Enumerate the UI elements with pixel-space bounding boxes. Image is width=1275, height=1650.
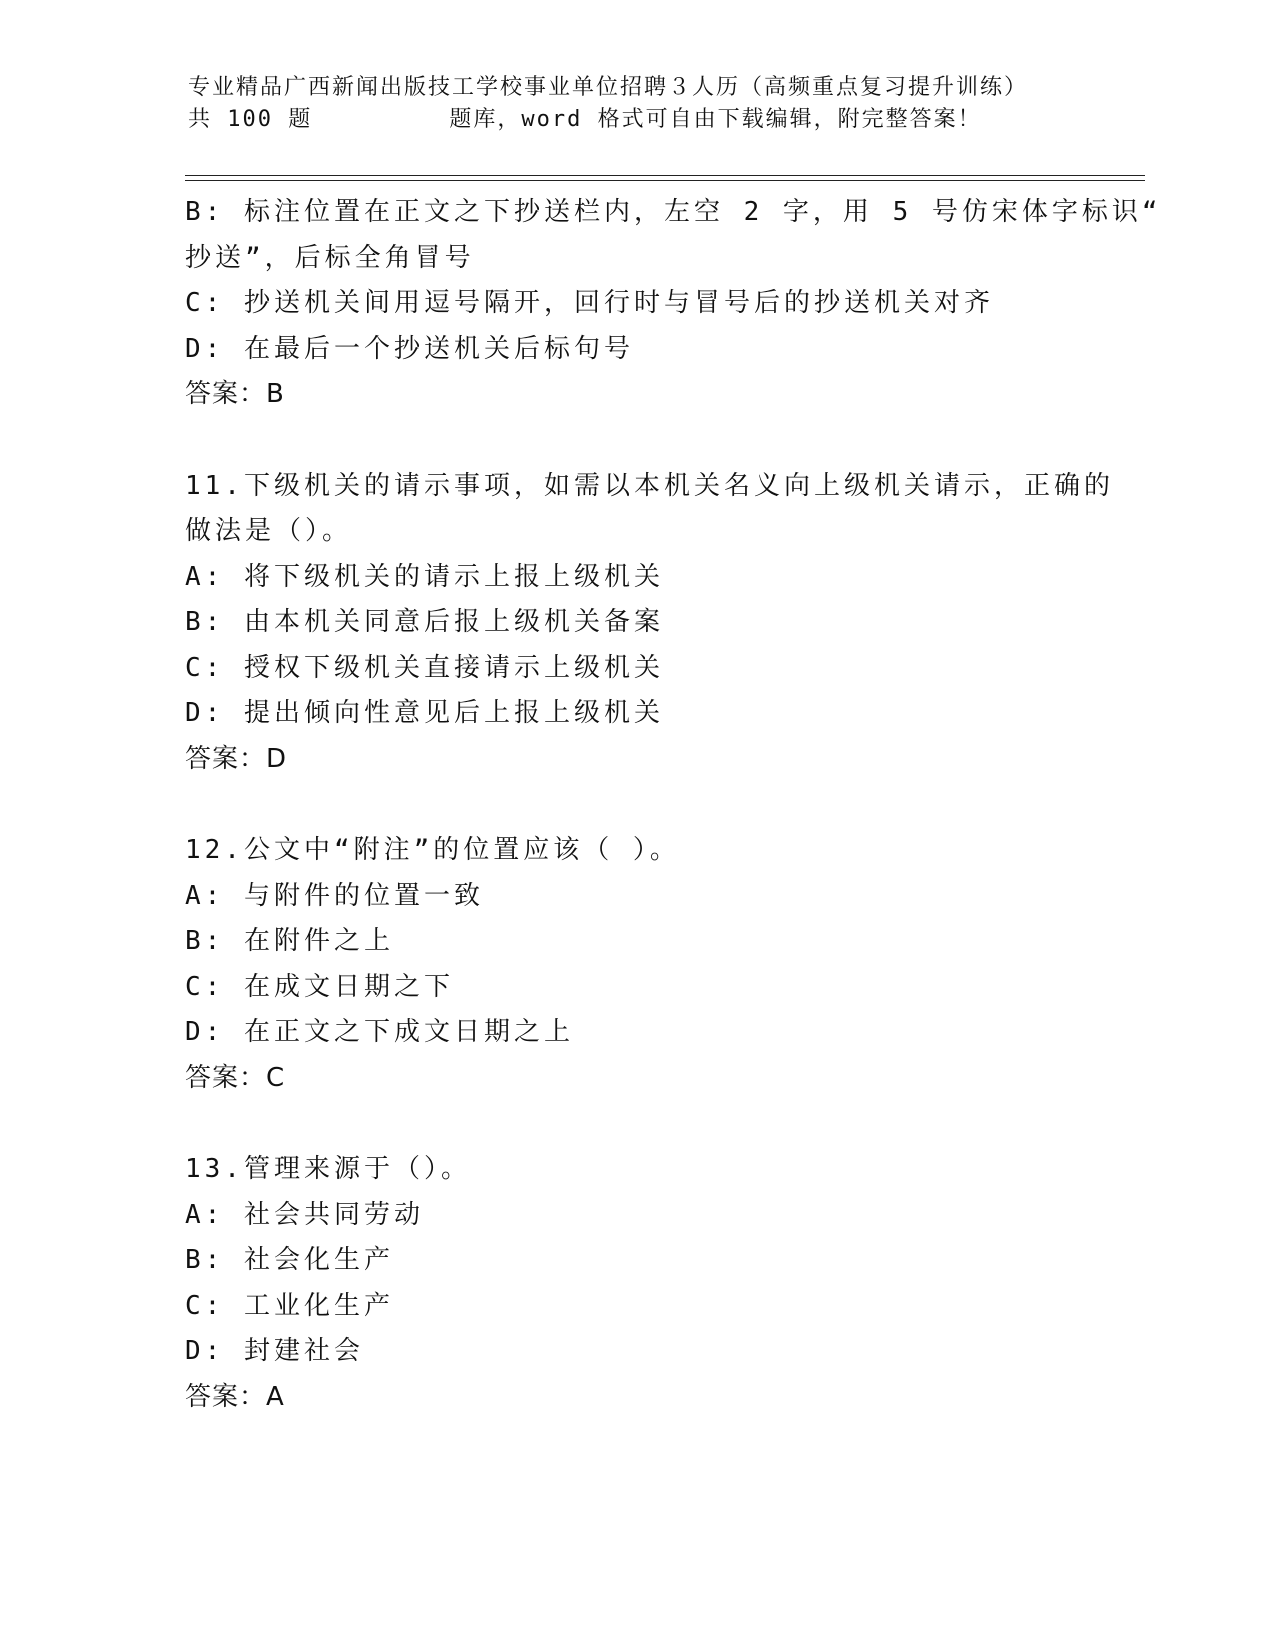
option-c: C: 工业化生产 [185,1290,394,1321]
option-c: C: 抄送机关间用逗号隔开，回行时与冒号后的抄送机关对齐 [185,288,994,318]
header-rule-thin [185,180,1145,181]
question-spacer [185,1101,1085,1147]
question-spacer [185,418,1085,464]
option-b: B: 社会化生产 [185,1245,394,1275]
document-header [188,72,1108,136]
answer: 答案：C [185,1062,286,1093]
header-subtitle-line: 共 100 题 题库，word 格式可自由下载编辑，附完整答案！ [188,107,982,132]
answer: 答案：D [185,743,288,774]
option-a: A: 社会共同劳动 [185,1199,424,1230]
question-stem-line-1: 11.下级机关的请示事项，如需以本机关名义向上级机关请示，正确的 [185,470,1114,501]
question-stem-line-2: 做法是（）。 [185,516,353,546]
option-a: A: 将下级机关的请示上报上级机关 [185,561,664,592]
option-b: B: 在附件之上 [185,926,394,956]
option-c: C: 授权下级机关直接请示上级机关 [185,652,664,683]
answer: 答案：A [185,1381,285,1412]
question-block-12 [185,828,1085,1101]
option-a: A: 与附件的位置一致 [185,880,484,911]
question-block-10 [185,190,1162,418]
header-rule-thick [185,175,1145,176]
option-d: D: 提出倾向性意见后上报上级机关 [185,698,664,728]
option-d: D: 封建社会 [185,1336,364,1366]
option-b: B: 由本机关同意后报上级机关备案 [185,607,664,637]
header-title-line: 专业精品广西新闻出版技工学校事业单位招聘３人历（高频重点复习提升训练） [188,75,1029,100]
option-b-line-2: 抄送”，后标全角冒号 [185,242,475,273]
question-block-11 [185,464,1114,783]
option-b-line-1: B: 标注位置在正文之下抄送栏内，左空 2 字，用 5 号仿宋体字标识“ [185,197,1162,227]
question-stem: 13.管理来源于（）。 [185,1154,471,1184]
question-block-13 [185,1147,1085,1420]
question-stem: 12.公文中“附注”的位置应该（ ）。 [185,835,680,865]
question-spacer [185,782,1085,828]
option-d: D: 在最后一个抄送机关后标句号 [185,333,634,364]
option-c: C: 在成文日期之下 [185,971,454,1002]
option-d: D: 在正文之下成文日期之上 [185,1017,574,1047]
question-list [185,190,1162,1420]
answer: 答案：B [185,379,285,409]
